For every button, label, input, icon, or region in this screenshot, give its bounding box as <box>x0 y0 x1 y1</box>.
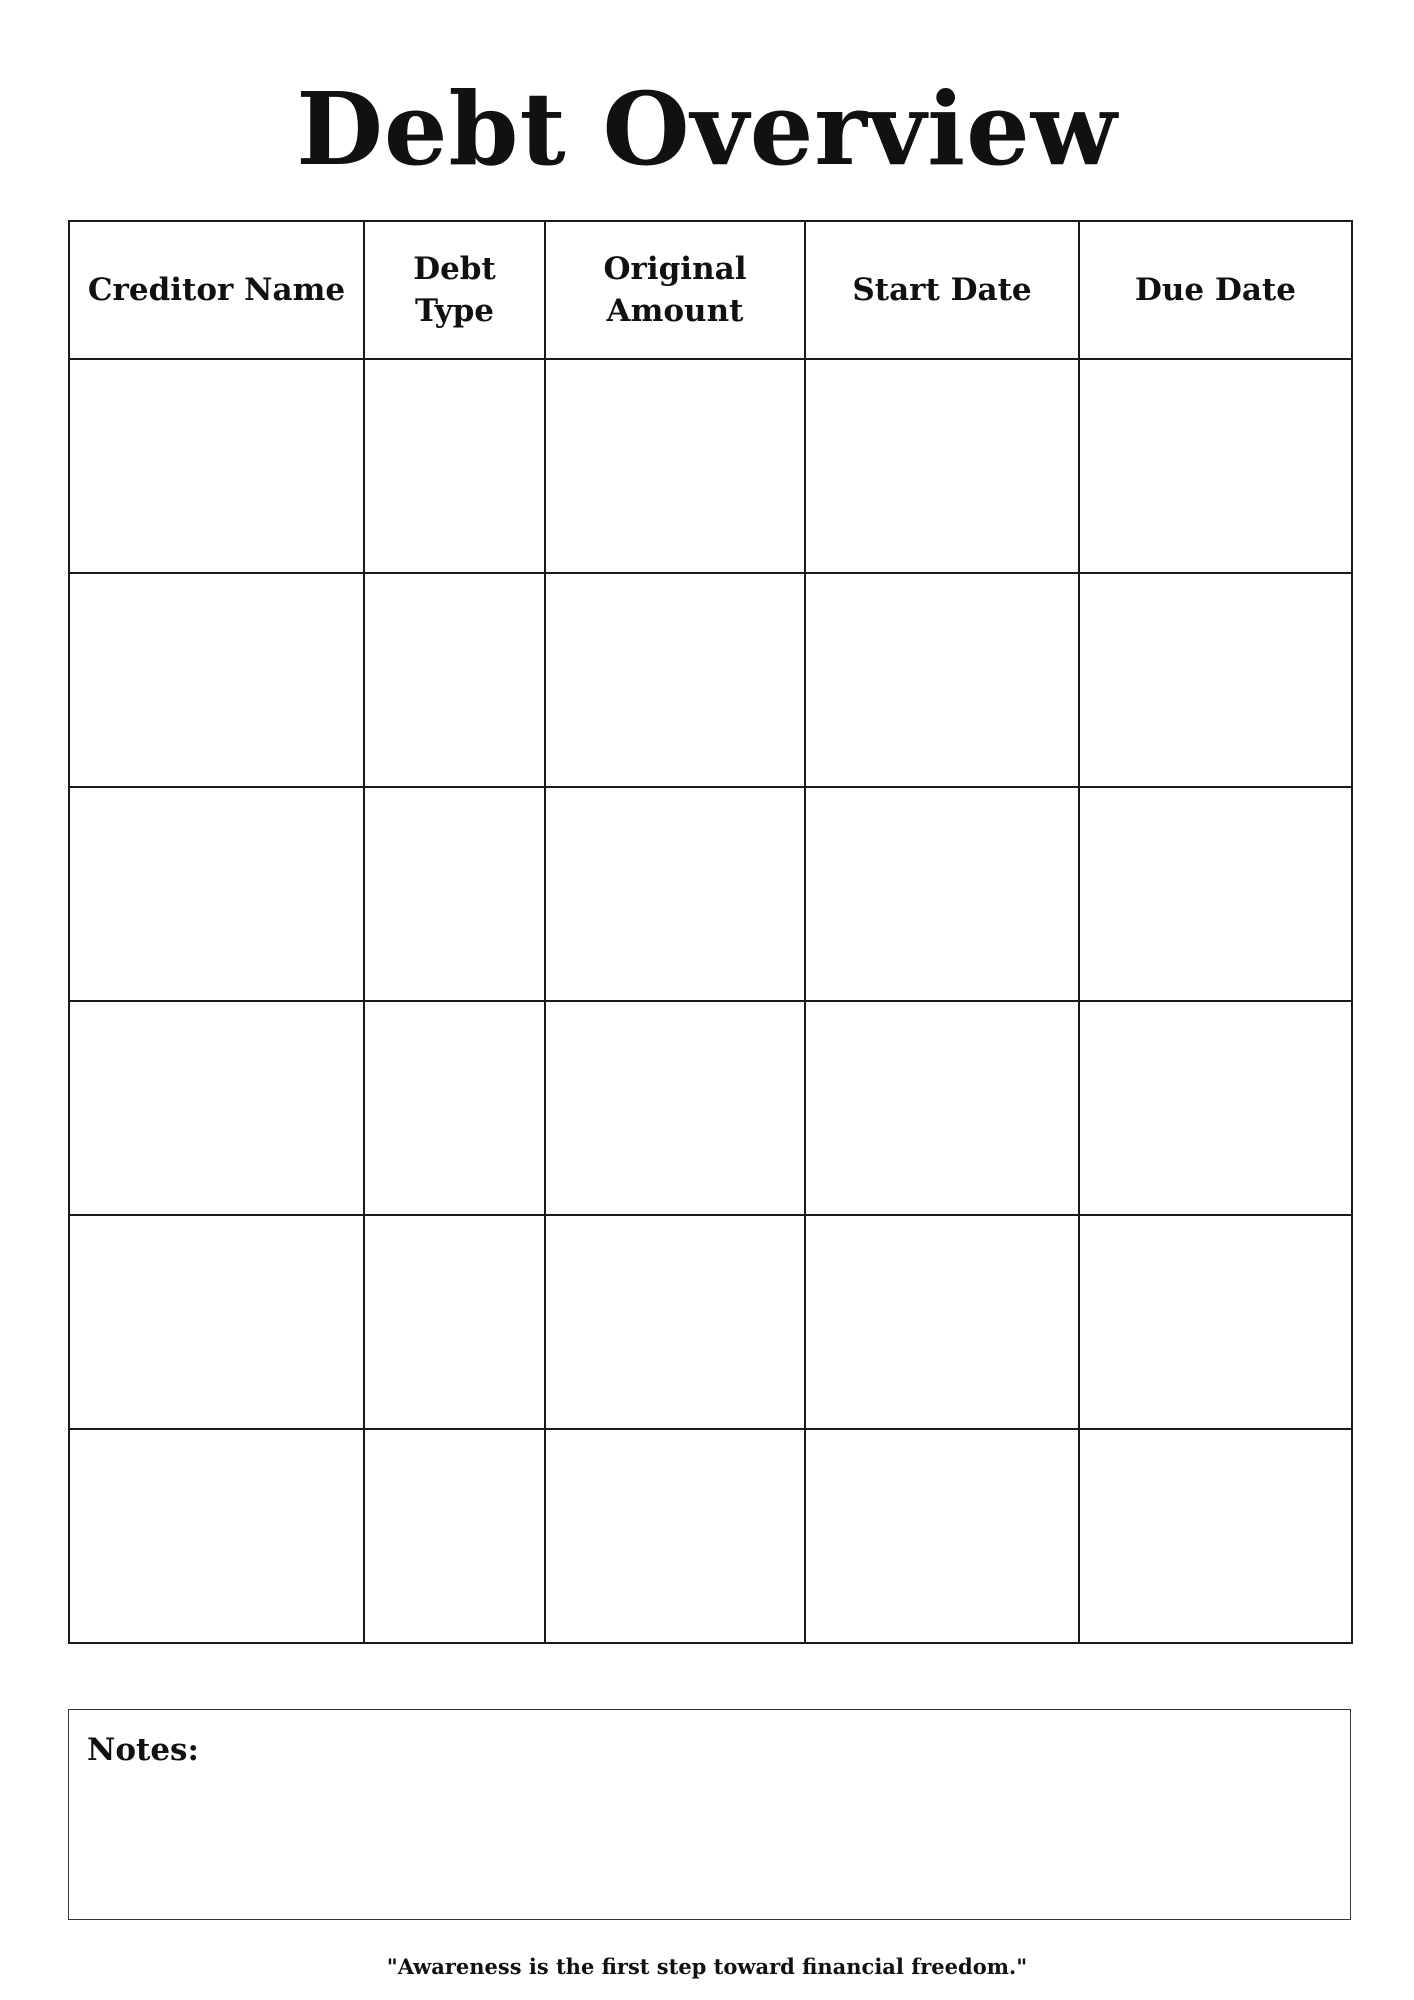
table-row <box>69 573 1352 787</box>
notes-label: Notes: <box>87 1732 199 1768</box>
start-date-cell[interactable] <box>805 1215 1079 1429</box>
debt-type-cell[interactable] <box>364 359 545 573</box>
page-title: Debt Overview <box>296 70 1118 188</box>
start-date-cell[interactable] <box>805 1001 1079 1215</box>
debt-type-cell[interactable] <box>364 1215 545 1429</box>
debt-type-cell[interactable] <box>364 1001 545 1215</box>
column-header-creditor-name: Creditor Name <box>69 221 364 359</box>
column-header-debt-type: Debt Type <box>364 221 545 359</box>
start-date-cell[interactable] <box>805 1429 1079 1643</box>
creditor-name-cell[interactable] <box>69 573 364 787</box>
start-date-cell[interactable] <box>805 359 1079 573</box>
table-row <box>69 1429 1352 1643</box>
due-date-cell[interactable] <box>1079 359 1352 573</box>
start-date-cell[interactable] <box>805 787 1079 1001</box>
start-date-cell[interactable] <box>805 573 1079 787</box>
due-date-cell[interactable] <box>1079 573 1352 787</box>
debt-table <box>68 220 1353 1644</box>
original-amount-cell[interactable] <box>545 1429 805 1643</box>
creditor-name-cell[interactable] <box>69 787 364 1001</box>
table-header-row <box>69 221 1352 359</box>
due-date-cell[interactable] <box>1079 1215 1352 1429</box>
creditor-name-cell[interactable] <box>69 359 364 573</box>
debt-type-cell[interactable] <box>364 1429 545 1643</box>
original-amount-cell[interactable] <box>545 1215 805 1429</box>
table-row <box>69 1215 1352 1429</box>
table-row <box>69 787 1352 1001</box>
column-header-start-date: Start Date <box>805 221 1079 359</box>
creditor-name-cell[interactable] <box>69 1429 364 1643</box>
original-amount-cell[interactable] <box>545 573 805 787</box>
debt-type-cell[interactable] <box>364 787 545 1001</box>
due-date-cell[interactable] <box>1079 1001 1352 1215</box>
table-row <box>69 1001 1352 1215</box>
column-header-original-amount: Original Amount <box>545 221 805 359</box>
table-row <box>69 359 1352 573</box>
column-header-due-date: Due Date <box>1079 221 1352 359</box>
notes-box[interactable] <box>68 1709 1351 1920</box>
footer-quote: "Awareness is the first step toward financial freedom." <box>386 1954 1028 1979</box>
original-amount-cell[interactable] <box>545 359 805 573</box>
due-date-cell[interactable] <box>1079 787 1352 1001</box>
due-date-cell[interactable] <box>1079 1429 1352 1643</box>
original-amount-cell[interactable] <box>545 1001 805 1215</box>
creditor-name-cell[interactable] <box>69 1215 364 1429</box>
original-amount-cell[interactable] <box>545 787 805 1001</box>
creditor-name-cell[interactable] <box>69 1001 364 1215</box>
debt-type-cell[interactable] <box>364 573 545 787</box>
